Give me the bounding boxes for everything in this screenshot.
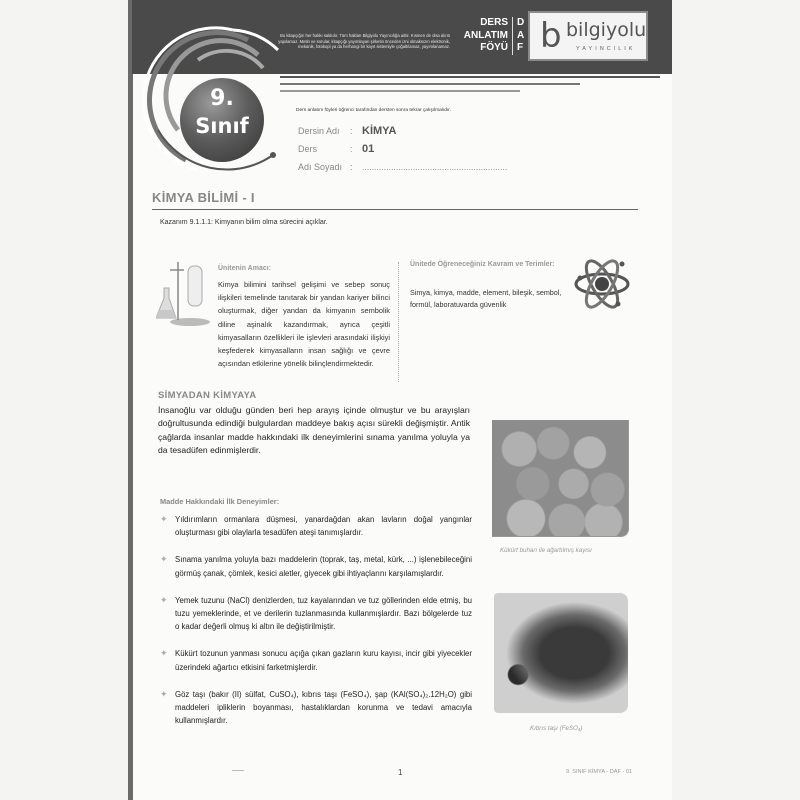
section-intro: İnsanoğlu var olduğu günden beri hep arayış içinde olmuştur ve bu arayışları doğrultusunda edindiği bulgulardan maddeye bakış açısı sürekli değişmiştir. Antik çağlarda insanlar madde hakkındaki ilk deneyimlerini sınama yanılma yoluyla ya da tesadüfen edinmişlerdir. bbox=[158, 405, 470, 456]
terms-heading: Ünitede Öğreneceğiniz Kavram ve Terimler: bbox=[410, 261, 555, 268]
list-item: ✦ Kükürt tozunun yanması sonucu açığa çıkan gazların kuru kayısı, incir gibi yiyecekler üzerindeki ağartıcı etkisini farketmişlerdir. bbox=[160, 648, 472, 672]
scan-mark bbox=[232, 770, 244, 771]
sub-heading: Madde Hakkındaki İlk Deneyimler: bbox=[160, 497, 280, 506]
header-decor-lines bbox=[280, 76, 660, 97]
daf-letters bbox=[512, 17, 524, 55]
atom-icon bbox=[574, 256, 630, 312]
list-item: ✦ Göz taşı (bakır (II) sülfat, CuSO₄), kıbrıs taşı (FeSO₄), şap (KAl(SO₄)₂.12H₂O) gibi maddeleri ipliklerin boyanması, hastalıklardan korunma ve tedavi amacıyla kullanmışlardır. bbox=[160, 688, 472, 726]
figure-caption-2: Kıbrıs taşı (FeSO₄) bbox=[530, 725, 583, 732]
dried-apricot-photo bbox=[492, 420, 629, 537]
student-name-label: Adı Soyadı bbox=[298, 162, 343, 172]
lesson-row: Ders : 01 bbox=[298, 143, 375, 155]
daf-word-anlatim: ANLATIM bbox=[463, 29, 508, 41]
daf-letter-d: D bbox=[517, 17, 525, 28]
figure-caption-1: Kükürt buharı ile ağartılmış kayısı bbox=[500, 547, 592, 554]
logo-name: bilgiyolu bbox=[566, 19, 647, 41]
learning-outcome: Kazanım 9.1.1.1: Kimyanın bilim olma sürecini açıklar. bbox=[160, 219, 328, 226]
list-item: ✦ Yemek tuzunu (NaCl) denizlerden, tuz kayalarından ve tuz göllerinden elde etmiş, bu tuzu yemeklerinde, et ve derilerin tuzlanmasında kullanmışlardır. Bazı bölgelerde tuz o kadar değerli olmuş ki altın ile değiştirilmiştir. bbox=[160, 594, 472, 632]
grade-label: Sınıf bbox=[195, 114, 249, 138]
student-name-field[interactable]: ............................................................ bbox=[362, 162, 508, 172]
grade-number: 9. bbox=[210, 86, 234, 111]
lab-flask-icon bbox=[156, 258, 214, 328]
logo-mark-icon: b bbox=[540, 16, 562, 56]
section-heading: SİMYADAN KİMYAYA bbox=[158, 390, 257, 401]
bullet-star-icon: ✦ bbox=[160, 688, 168, 699]
iron-sulfate-photo bbox=[494, 593, 628, 713]
list-item: ✦ Yıldırımların ormanlara düşmesi, yanardağdan akan lavların doğal yangınlar oluşturması gibi olaylarla tesadüfen ateşi tanımışlardır. bbox=[160, 514, 472, 538]
daf-words bbox=[448, 17, 508, 55]
publisher-logo bbox=[528, 11, 648, 61]
course-label: Dersin Adı bbox=[298, 126, 340, 136]
daf-letter-f: F bbox=[517, 42, 524, 53]
binding-strip bbox=[128, 0, 133, 800]
bullet-star-icon: ✦ bbox=[160, 648, 168, 659]
lesson-value: 01 bbox=[362, 143, 375, 155]
aim-text: Kimya bilimini tarihsel gelişimi ve sebep sonuç ilişkileri temelinde tanıtarak bir yandan kariyer bilinci oluşturmak, diğer yandan da kimyanın sembolik diline aşinalık kazandırmak, ayrıca çeşitli kimyasalların özellikleri ile işlevleri arasındaki ilişkiyi keşfederek kimyasalların insan sağlığı ve çevre açısından etkilerine yönelik bilinçlendirmektedir. bbox=[218, 280, 390, 369]
grade-badge bbox=[180, 78, 264, 162]
copyright-notice: Bu kitapçığın her hakkı saklıdır. Tüm hakları Bilgiyolu Yayıncılığa aittir. Kısmen de olsa alıntı yapılamaz. Metin ve sorular, kitapçığı yayımlayan şirketin önceden izni olmaksızın elektronik, mekanik, fotokopi ya da herhangi bir kayıt sistemiyle çoğaltılamaz, yayımlanamaz. bbox=[278, 33, 450, 50]
page-title: KİMYA BİLİMİ - I bbox=[152, 190, 255, 205]
student-name-row: Adı Soyadı : ............................................................ bbox=[298, 162, 508, 172]
terms-text: Simya, kimya, madde, element, bileşik, sembol, formül, laboratuvarda güvenlik bbox=[410, 288, 562, 309]
daf-word-ders: DERS bbox=[480, 17, 508, 28]
footer-label: 9. SINIF KİMYA - DAF - 01 bbox=[566, 769, 633, 775]
bullet-star-icon: ✦ bbox=[160, 514, 168, 524]
logo-subtitle: YAYINCILIK bbox=[576, 46, 636, 52]
daf-letter-a: A bbox=[517, 29, 525, 41]
course-row: Dersin Adı : KİMYA bbox=[298, 125, 397, 137]
page-number: 1 bbox=[398, 768, 403, 777]
bullet-star-icon: ✦ bbox=[160, 554, 168, 565]
course-info bbox=[298, 122, 507, 176]
daf-word-foyu: FÖYÜ bbox=[480, 42, 508, 53]
aim-heading: Ünitenin Amacı: bbox=[218, 265, 272, 272]
experience-list bbox=[160, 513, 472, 727]
course-value: KİMYA bbox=[362, 125, 397, 137]
title-divider bbox=[152, 209, 638, 210]
lesson-label: Ders bbox=[298, 144, 318, 154]
bullet-star-icon: ✦ bbox=[160, 594, 168, 605]
study-note: Ders anlatım föyleri öğrenci tarafından dersten sonra tekrar çalışılmalıdır. bbox=[296, 108, 451, 113]
list-item: ✦ Sınama yanılma yoluyla bazı maddelerin (toprak, taş, metal, kürk, ...) işlenebileceğini görmüş çanak, çömlek, kesici aletler, giyecek gibi ihtiyaçlarını karşılamışlardır. bbox=[160, 554, 472, 578]
column-divider bbox=[398, 262, 399, 382]
